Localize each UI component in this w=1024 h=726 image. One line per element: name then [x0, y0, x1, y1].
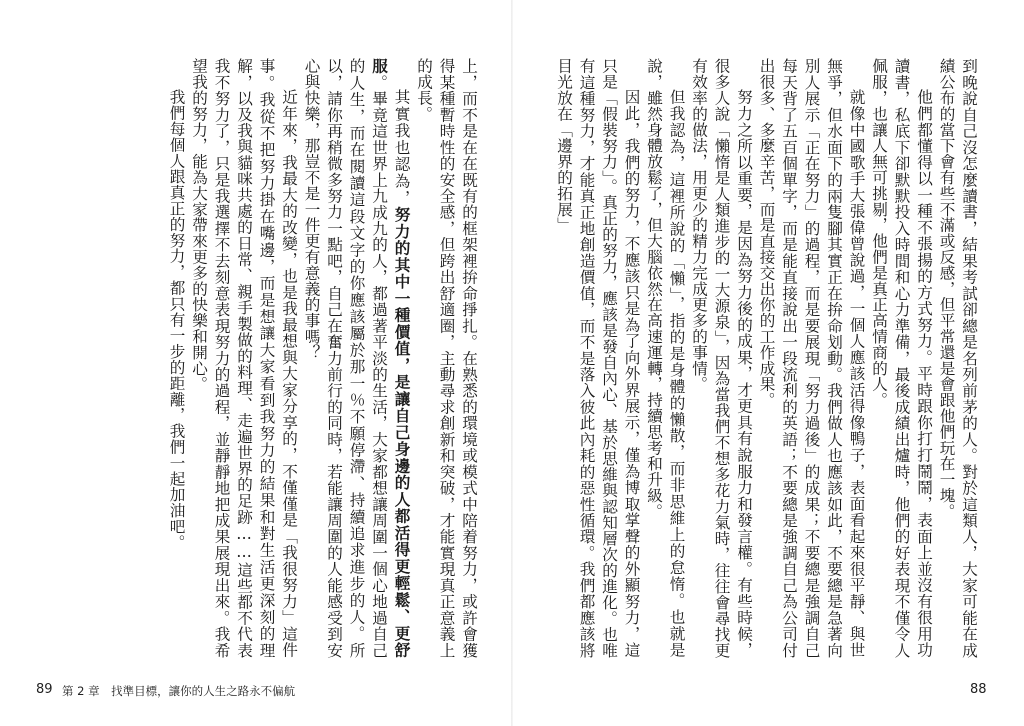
- body-paragraph: 到晚說自己沒怎麼讀書，結果考試卻總是名列前茅的人。對於這類人，大家可能在成績公布的當下會有些不滿或反感，但平常還是會跟他們玩在一塊。: [937, 58, 978, 658]
- left-page-body: [158, 58, 480, 658]
- emphasis-text: 努力的其中一種價值，是讓自己身邊的人都活得更輕鬆、更舒服: [370, 58, 412, 658]
- body-paragraph: 上，而不是在在既有的框架裡拚命掙扎。在熟悉的環境或模式中陪着努力，或許會獲得某種暫時性的安全感，但跨出舒適圈，主動尋求創新和突破，才能實現真正意義上的成長。: [415, 58, 478, 658]
- right-page: [548, 58, 980, 658]
- body-paragraph: [300, 58, 413, 658]
- page-number-right: 88: [970, 682, 987, 697]
- body-paragraph: 我們每個人跟真正的努力，都只有一步的距離，我們一起加油吧。: [167, 89, 186, 551]
- body-paragraph: 努力之所以重要，是因為努力後的成果，才更具有說服力和發言權。有些時候，很多人說「懶惰是人類進步的一大源泉」，因為當我們不想多花力氣時，往往會尋找更有效率的做法，用更少的精力完成更多的事情。: [690, 58, 753, 658]
- page-number-left: 89: [36, 682, 53, 697]
- body-paragraph: 他們都懂得以一種不張揚的方式努力。平時跟你打打鬧鬧，表面上並沒有很用功讀書，私底下卻默默投入時間和心力準備，最後成績出爐時，他們的好表現不僅令人佩服，也讓人無可挑剔，他們是真正高情商的人。: [870, 58, 933, 658]
- body-paragraph: 近年來，我最大的改變，也是我最想與大家分享的，不僅僅是「我很努力」這件事。我從不把努力掛在嘴邊，而是想讓大家看到我努力的結果和對生活更深刻的理解，以及我與貓咪共處的日常、親手製做的料理、走遍世界的足跡……這些都不代表我不努力了，只是我選擇不去刻意表現努力的過程，並靜靜地把成果展現出來。我希望我的努力，能為大家帶來更多的快樂和開心。: [190, 58, 298, 658]
- book-gutter: [511, 0, 513, 726]
- paragraph-text: 。畢竟這世界上九成九的人，都過著平淡的生活，大家都想讓周圍一個心地過自己的人生，而在閱讀這段文字的你應該屬於那一％不願停滯、持續追求進步的人。所以，請你再稍微多努力一點吧，自己在奮力前行的同時，若能讓周圍的人能感受到安心與快樂，那豈不是一件更有意義的事嗎？: [302, 58, 388, 658]
- body-paragraph: 就像中國歌手大張偉曾說過，一個人應該活得像鴨子，表面看起來很平靜、與世無爭，但水面下的兩隻腳其實正在拚命划動。我們做人也應該如此，不要總是急著向別人展示「正在努力」的過程，而是要展現「努力過後」的成果；不要總是強調自己每天背了五百個單字，而是能直接說出一段流利的英語；不要總是強調自己為公司付出很多、多麼辛苦，而是直接交出你的工作成果。: [757, 58, 866, 658]
- left-page: [158, 58, 480, 658]
- body-paragraph: 但我認為，這裡所說的「懶」，指的是身體的懶散，而非思維上的怠惰。也就是說，雖然身體放鬆了，但大腦依然在高速運轉，持續思考和升級。: [645, 58, 686, 658]
- right-page-body: [548, 58, 980, 658]
- running-head: 第 2 章 找準目標，讓你的人生之路永不偏航: [62, 684, 296, 698]
- paragraph-text: 其實我也認為，: [392, 89, 411, 207]
- body-paragraph: 因此，我們的努力，不應該只是為了向外界展示，僅為博取掌聲的外顯努力，這只是「假裝努力」。真正的努力，應該是發自內心、基於思維與認知層次的進化。也唯有這種努力，才能真正地創造價值，而不是落入彼此內耗的惡性循環。我們都應該將目光放在「邊界的拓展」: [555, 58, 641, 658]
